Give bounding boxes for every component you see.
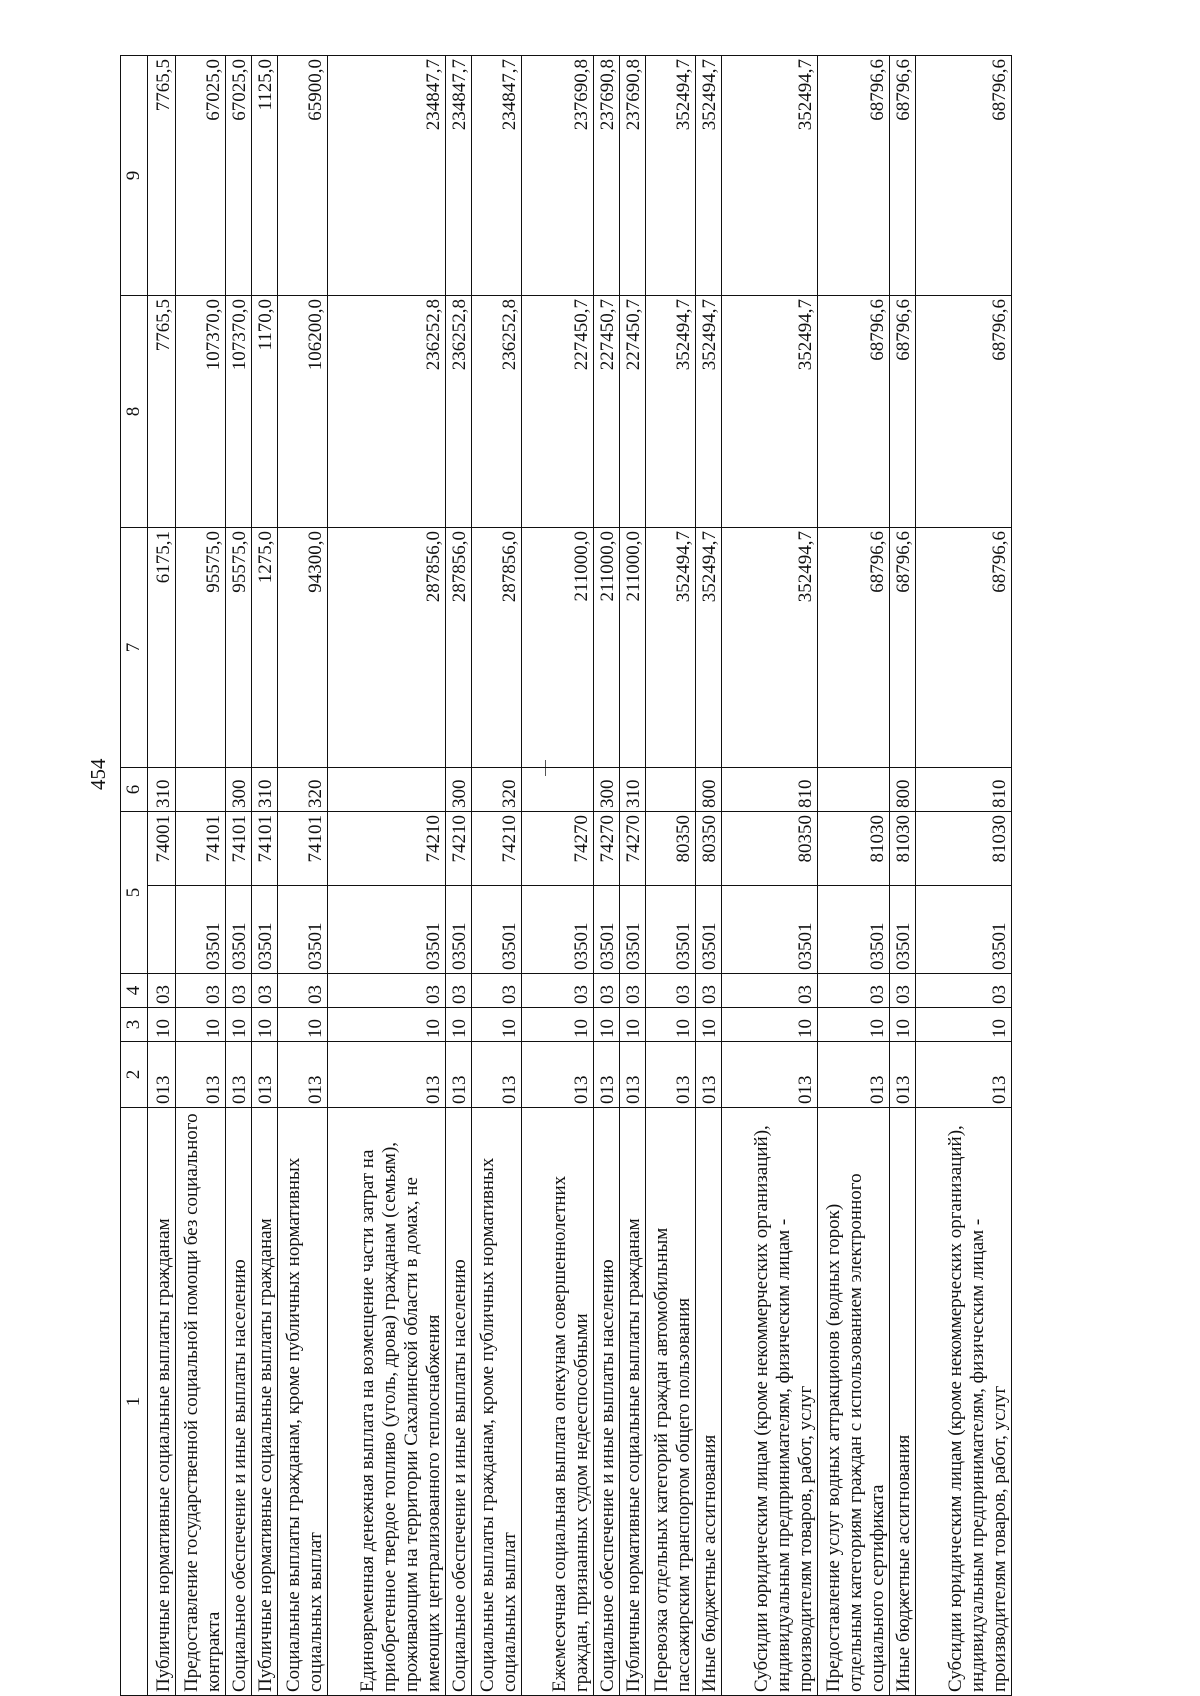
- direction-code: 74001: [148, 812, 176, 886]
- amount-col-8: 227450,7: [620, 296, 646, 528]
- program-code: 03501: [472, 886, 522, 974]
- amount-col-7: 287856,0: [472, 528, 522, 768]
- subsection-code: 03: [916, 974, 1012, 1008]
- amount-col-7: 95575,0: [226, 528, 252, 768]
- ministry-code: 013: [522, 1042, 594, 1108]
- subsection-code: 03: [646, 974, 696, 1008]
- direction-code: 81030: [818, 812, 890, 886]
- direction-code: 74101: [226, 812, 252, 886]
- subsection-code: 03: [446, 974, 472, 1008]
- expense-name: Социальные выплаты гражданам, кроме публичных нормативных социальных выплат: [278, 1108, 328, 1696]
- amount-col-7: 94300,0: [278, 528, 328, 768]
- expense-type-code: 800: [696, 768, 722, 812]
- amount-col-9: 67025,0: [176, 56, 226, 296]
- table-row: [278, 56, 328, 1696]
- budget-table: [120, 55, 1012, 1696]
- amount-col-9: 68796,6: [890, 56, 916, 296]
- section-code: 10: [722, 1008, 818, 1042]
- expense-type-code: [522, 768, 594, 812]
- amount-col-9: 1125,0: [252, 56, 278, 296]
- ministry-code: 013: [722, 1042, 818, 1108]
- program-code: 03501: [252, 886, 278, 974]
- expense-type-code: 300: [446, 768, 472, 812]
- column-header-5: 5: [121, 812, 148, 974]
- table-row: [226, 56, 252, 1696]
- direction-code: 80350: [722, 812, 818, 886]
- expense-name: Предоставление услуг водных аттракционов (водных горок) отдельным категориям граждан с использованием электронного социального сертификата: [818, 1108, 890, 1696]
- column-header-3: 3: [121, 1008, 148, 1042]
- amount-col-9: 68796,6: [916, 56, 1012, 296]
- amount-col-7: 211000,0: [522, 528, 594, 768]
- direction-code: 81030: [916, 812, 1012, 886]
- program-code: 03501: [594, 886, 620, 974]
- subsection-code: 03: [252, 974, 278, 1008]
- column-header-6: 6: [121, 768, 148, 812]
- table-row: [646, 56, 696, 1696]
- subsection-code: 03: [472, 974, 522, 1008]
- expense-type-code: 810: [916, 768, 1012, 812]
- amount-col-7: 211000,0: [594, 528, 620, 768]
- amount-col-9: 237690,8: [522, 56, 594, 296]
- column-header-9: 9: [121, 56, 148, 296]
- expense-type-code: 810: [722, 768, 818, 812]
- ministry-code: 013: [226, 1042, 252, 1108]
- direction-code: 80350: [696, 812, 722, 886]
- amount-col-8: 352494,7: [722, 296, 818, 528]
- expense-name: Единовременная денежная выплата на возмещение части затрат на приобретенное твердое топливо (уголь, дрова) гражданам (семьям), проживающим на территории Сахалинской области в домах, не имеющих централизованного теплоснабжения: [328, 1108, 446, 1696]
- section-code: 10: [328, 1008, 446, 1042]
- table-body: [148, 56, 1012, 1696]
- table-row: [620, 56, 646, 1696]
- amount-col-9: 352494,7: [696, 56, 722, 296]
- program-code: 03501: [696, 886, 722, 974]
- amount-col-7: 287856,0: [328, 528, 446, 768]
- column-header-7: 7: [121, 528, 148, 768]
- ministry-code: 013: [446, 1042, 472, 1108]
- expense-name: Субсидии юридическим лицам (кроме некоммерческих организаций), индивидуальным предпринимателям, физическим лицам - производителям товаров, работ, услуг: [722, 1108, 818, 1696]
- table-row: [818, 56, 890, 1696]
- column-header-2: 2: [121, 1042, 148, 1108]
- amount-col-8: 68796,6: [818, 296, 890, 528]
- section-code: 10: [522, 1008, 594, 1042]
- ministry-code: 013: [916, 1042, 1012, 1108]
- amount-col-9: 68796,6: [818, 56, 890, 296]
- ministry-code: 013: [328, 1042, 446, 1108]
- page-number: 454: [86, 758, 110, 790]
- amount-col-8: 68796,6: [890, 296, 916, 528]
- subsection-code: 03: [148, 974, 176, 1008]
- program-code: 03501: [818, 886, 890, 974]
- program-code: 03501: [446, 886, 472, 974]
- expense-name: Перевозка отдельных категорий граждан автомобильным пассажирским транспортом общего пользования: [646, 1108, 696, 1696]
- table-row: [328, 56, 446, 1696]
- ministry-code: 013: [252, 1042, 278, 1108]
- column-header-1: 1: [121, 1108, 148, 1696]
- amount-col-9: 352494,7: [722, 56, 818, 296]
- program-code: 03501: [646, 886, 696, 974]
- amount-col-8: 68796,6: [916, 296, 1012, 528]
- direction-code: 74210: [328, 812, 446, 886]
- expense-name: Ежемесячная социальная выплата опекунам совершеннолетних граждан, признанных судом недееспособными: [522, 1108, 594, 1696]
- expense-type-code: 800: [890, 768, 916, 812]
- ministry-code: 013: [890, 1042, 916, 1108]
- amount-col-9: 237690,8: [594, 56, 620, 296]
- subsection-code: 03: [594, 974, 620, 1008]
- ministry-code: 013: [278, 1042, 328, 1108]
- amount-col-7: 68796,6: [818, 528, 890, 768]
- amount-col-7: 6175,1: [148, 528, 176, 768]
- direction-code: 74101: [252, 812, 278, 886]
- expense-name: Социальное обеспечение и иные выплаты населению: [226, 1108, 252, 1696]
- program-code: 03501: [226, 886, 252, 974]
- subsection-code: 03: [696, 974, 722, 1008]
- expense-type-code: [646, 768, 696, 812]
- program-code: 03501: [328, 886, 446, 974]
- program-code: 03501: [278, 886, 328, 974]
- column-number-row: [121, 56, 148, 1696]
- expense-type-code: 320: [472, 768, 522, 812]
- amount-col-8: 227450,7: [522, 296, 594, 528]
- section-code: 10: [278, 1008, 328, 1042]
- direction-code: 74101: [278, 812, 328, 886]
- amount-col-9: 67025,0: [226, 56, 252, 296]
- ministry-code: 013: [818, 1042, 890, 1108]
- direction-code: 74101: [176, 812, 226, 886]
- amount-col-8: 107370,0: [176, 296, 226, 528]
- expense-name: Субсидии юридическим лицам (кроме некоммерческих организаций), индивидуальным предпринимателям, физическим лицам - производителям товаров, работ, услуг: [916, 1108, 1012, 1696]
- amount-col-8: 236252,8: [328, 296, 446, 528]
- amount-col-9: 237690,8: [620, 56, 646, 296]
- subsection-code: 03: [176, 974, 226, 1008]
- direction-code: 74270: [522, 812, 594, 886]
- amount-col-9: 234847,7: [472, 56, 522, 296]
- amount-col-9: 7765,5: [148, 56, 176, 296]
- amount-col-8: 352494,7: [696, 296, 722, 528]
- expense-name: Социальное обеспечение и иные выплаты населению: [594, 1108, 620, 1696]
- column-header-4: 4: [121, 974, 148, 1008]
- section-code: 10: [916, 1008, 1012, 1042]
- program-code: 03501: [916, 886, 1012, 974]
- amount-col-9: 234847,7: [446, 56, 472, 296]
- subsection-code: 03: [328, 974, 446, 1008]
- ministry-code: 013: [176, 1042, 226, 1108]
- program-code: [148, 886, 176, 974]
- table-row: [176, 56, 226, 1696]
- section-code: 10: [226, 1008, 252, 1042]
- direction-code: 74210: [446, 812, 472, 886]
- amount-col-9: 352494,7: [646, 56, 696, 296]
- section-code: 10: [620, 1008, 646, 1042]
- expense-name: Публичные нормативные социальные выплаты гражданам: [252, 1108, 278, 1696]
- expense-name: Иные бюджетные ассигнования: [696, 1108, 722, 1696]
- subsection-code: 03: [722, 974, 818, 1008]
- amount-col-7: 211000,0: [620, 528, 646, 768]
- table-row: [890, 56, 916, 1696]
- amount-col-9: 65900,0: [278, 56, 328, 296]
- amount-col-8: 236252,8: [472, 296, 522, 528]
- ministry-code: 013: [472, 1042, 522, 1108]
- expense-type-code: 320: [278, 768, 328, 812]
- section-code: 10: [890, 1008, 916, 1042]
- amount-col-7: 352494,7: [722, 528, 818, 768]
- direction-code: 81030: [890, 812, 916, 886]
- subsection-code: 03: [522, 974, 594, 1008]
- amount-col-8: 352494,7: [646, 296, 696, 528]
- expense-name: Социальное обеспечение и иные выплаты населению: [446, 1108, 472, 1696]
- expense-type-code: 300: [226, 768, 252, 812]
- expense-type-code: 310: [148, 768, 176, 812]
- amount-col-7: 352494,7: [696, 528, 722, 768]
- expense-name: Социальные выплаты гражданам, кроме публичных нормативных социальных выплат: [472, 1108, 522, 1696]
- ministry-code: 013: [646, 1042, 696, 1108]
- amount-col-9: 234847,7: [328, 56, 446, 296]
- program-code: 03501: [620, 886, 646, 974]
- section-code: 10: [696, 1008, 722, 1042]
- table-row: [472, 56, 522, 1696]
- section-code: 10: [472, 1008, 522, 1042]
- subsection-code: 03: [226, 974, 252, 1008]
- table-row: [722, 56, 818, 1696]
- table-row: [148, 56, 176, 1696]
- amount-col-7: 287856,0: [446, 528, 472, 768]
- ministry-code: 013: [696, 1042, 722, 1108]
- table-row: [446, 56, 472, 1696]
- program-code: 03501: [722, 886, 818, 974]
- amount-col-7: 68796,6: [916, 528, 1012, 768]
- direction-code: 74270: [620, 812, 646, 886]
- table-row: [252, 56, 278, 1696]
- subsection-code: 03: [818, 974, 890, 1008]
- direction-code: 80350: [646, 812, 696, 886]
- subsection-code: 03: [620, 974, 646, 1008]
- program-code: 03501: [522, 886, 594, 974]
- subsection-code: 03: [278, 974, 328, 1008]
- expense-type-code: [176, 768, 226, 812]
- amount-col-7: 1275,0: [252, 528, 278, 768]
- expense-type-code: 310: [252, 768, 278, 812]
- amount-col-8: 7765,5: [148, 296, 176, 528]
- ministry-code: 013: [620, 1042, 646, 1108]
- program-code: 03501: [890, 886, 916, 974]
- expense-type-code: 310: [620, 768, 646, 812]
- amount-col-8: 236252,8: [446, 296, 472, 528]
- subsection-code: 03: [890, 974, 916, 1008]
- amount-col-7: 352494,7: [646, 528, 696, 768]
- ministry-code: 013: [148, 1042, 176, 1108]
- expense-type-code: [328, 768, 446, 812]
- section-code: 10: [646, 1008, 696, 1042]
- expense-type-code: 300: [594, 768, 620, 812]
- amount-col-7: 68796,6: [890, 528, 916, 768]
- direction-code: 74270: [594, 812, 620, 886]
- section-code: 10: [594, 1008, 620, 1042]
- table-row: [916, 56, 1012, 1696]
- amount-col-8: 1170,0: [252, 296, 278, 528]
- expense-name: Предоставление государственной социальной помощи без социального контракта: [176, 1108, 226, 1696]
- amount-col-8: 107370,0: [226, 296, 252, 528]
- section-code: 10: [176, 1008, 226, 1042]
- expense-type-code: [818, 768, 890, 812]
- section-code: 10: [446, 1008, 472, 1042]
- expense-name: Публичные нормативные социальные выплаты гражданам: [148, 1108, 176, 1696]
- amount-col-8: 227450,7: [594, 296, 620, 528]
- column-header-8: 8: [121, 296, 148, 528]
- expense-name: Публичные нормативные социальные выплаты гражданам: [620, 1108, 646, 1696]
- section-code: 10: [252, 1008, 278, 1042]
- expense-name: Иные бюджетные ассигнования: [890, 1108, 916, 1696]
- direction-code: 74210: [472, 812, 522, 886]
- table-row: [522, 56, 594, 1696]
- amount-col-8: 106200,0: [278, 296, 328, 528]
- table-row: [594, 56, 620, 1696]
- section-code: 10: [148, 1008, 176, 1042]
- amount-col-7: 95575,0: [176, 528, 226, 768]
- ministry-code: 013: [594, 1042, 620, 1108]
- program-code: 03501: [176, 886, 226, 974]
- section-code: 10: [818, 1008, 890, 1042]
- table-row: [696, 56, 722, 1696]
